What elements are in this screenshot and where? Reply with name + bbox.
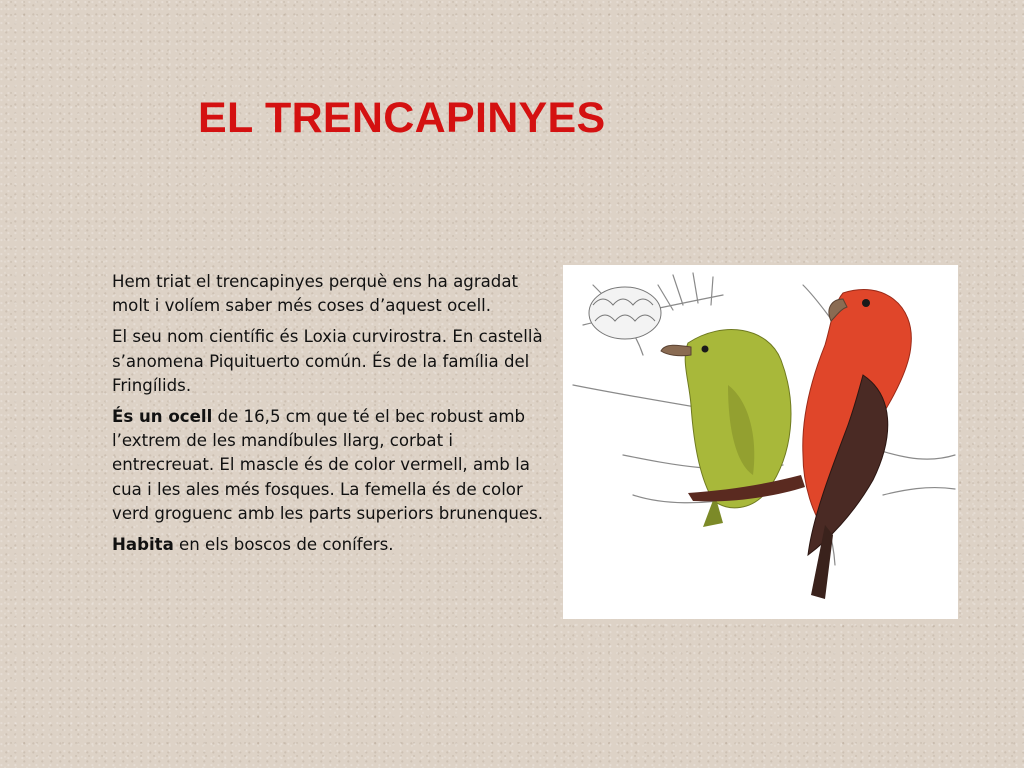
- slide-title: EL TRENCAPINYES: [198, 94, 606, 142]
- body-text: [112, 270, 544, 564]
- paragraph-scientific-name: El seu nom científic és Loxia curvirostra. En castellà s’anomena Piquituerto común. És de la família del Fringílids.: [112, 327, 543, 395]
- paragraph-habitat: [112, 533, 544, 557]
- habitat-text: en els boscos de conífers.: [173, 535, 394, 555]
- paragraph-description: [112, 405, 544, 526]
- description-lead: És un ocell: [112, 407, 213, 427]
- pine-cone: [589, 287, 661, 339]
- paragraph-intro: Hem triat el trencapinyes perquè ens ha agradat molt i volíem saber més coses d’aquest ocell.: [112, 272, 519, 316]
- crossbill-illustration: [563, 265, 958, 619]
- habitat-lead: Habita: [112, 535, 174, 555]
- description-text: de 16,5 cm que té el bec robust amb l’extrem de les mandíbules llarg, corbat i entrecreuat. El mascle és de color vermell, amb la cua i les ales més fosques. La femella és de color verd groguenc amb les parts superiors brunenques.: [112, 407, 544, 523]
